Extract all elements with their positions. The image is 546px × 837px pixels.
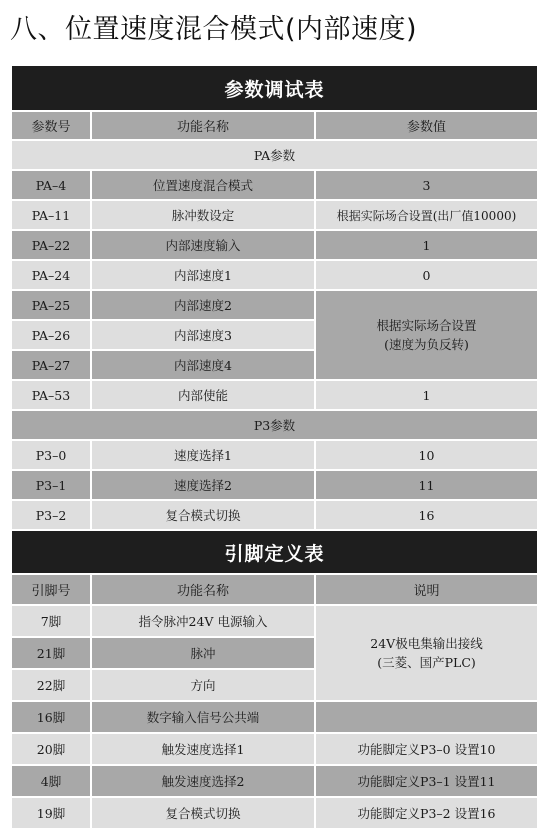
table-row [11, 733, 538, 765]
param-value: 3 [315, 170, 538, 200]
table-row [11, 260, 538, 290]
pin-function: 触发速度选择2 [91, 765, 315, 797]
table-row [11, 170, 538, 200]
param-value: 16 [315, 500, 538, 530]
param-name: 内部使能 [91, 380, 315, 410]
table-row [11, 701, 538, 733]
param-value: 10 [315, 440, 538, 470]
pin-merged-line2: (三菱、国产PLC) [377, 655, 476, 670]
pin-function: 数字输入信号公共端 [91, 701, 315, 733]
pin-no: 22脚 [11, 669, 91, 701]
params-table [10, 64, 539, 531]
pin-table [10, 529, 539, 830]
param-name: 内部速度1 [91, 260, 315, 290]
param-id: PA–24 [11, 260, 91, 290]
pin-function: 指令脉冲24V 电源输入 [91, 605, 315, 637]
param-value: 11 [315, 470, 538, 500]
table-row [11, 380, 538, 410]
pin-no: 7脚 [11, 605, 91, 637]
col-header-description: 说明 [315, 574, 538, 605]
param-name: 内部速度2 [91, 290, 315, 320]
pin-description: 功能脚定义P3–0 设置10 [315, 733, 538, 765]
param-name: 内部速度4 [91, 350, 315, 380]
pin-merged-line1: 24V极电集输出接线 [370, 636, 483, 651]
param-value: 1 [315, 380, 538, 410]
param-id: P3–2 [11, 500, 91, 530]
section-pa: PA参数 [11, 140, 538, 170]
pin-no: 21脚 [11, 637, 91, 669]
table-row [11, 290, 538, 320]
param-value: 1 [315, 230, 538, 260]
pin-description: 功能脚定义P3–1 设置11 [315, 765, 538, 797]
pin-function: 方向 [91, 669, 315, 701]
table-row [11, 765, 538, 797]
pin-function: 脉冲 [91, 637, 315, 669]
speed-merged-line1: 根据实际场合设置 [376, 318, 477, 333]
param-name: 速度选择2 [91, 470, 315, 500]
speed-merged-value [315, 290, 538, 380]
param-name: 速度选择1 [91, 440, 315, 470]
col-header-param-no: 参数号 [11, 111, 91, 140]
param-id: PA–53 [11, 380, 91, 410]
pin-no: 20脚 [11, 733, 91, 765]
pin-function: 触发速度选择1 [91, 733, 315, 765]
table-row [11, 200, 538, 230]
table-row [11, 605, 538, 637]
param-id: PA–25 [11, 290, 91, 320]
pin-merged-description [315, 605, 538, 701]
table-row [11, 500, 538, 530]
pin-no: 4脚 [11, 765, 91, 797]
param-value: 根据实际场合设置(出厂值10000) [315, 200, 538, 230]
param-id: PA–27 [11, 350, 91, 380]
param-id: PA–4 [11, 170, 91, 200]
table-row [11, 797, 538, 829]
param-name: 位置速度混合模式 [91, 170, 315, 200]
param-id: PA–22 [11, 230, 91, 260]
param-id: P3–1 [11, 470, 91, 500]
param-id: P3–0 [11, 440, 91, 470]
col-header-pin-no: 引脚号 [11, 574, 91, 605]
pin-description: 功能脚定义P3–2 设置16 [315, 797, 538, 829]
speed-merged-line2: (速度为负反转) [384, 337, 469, 352]
param-id: PA–26 [11, 320, 91, 350]
params-table-title: 参数调试表 [11, 65, 538, 111]
table-row [11, 440, 538, 470]
col-header-function: 功能名称 [91, 111, 315, 140]
table-row [11, 470, 538, 500]
param-name: 复合模式切换 [91, 500, 315, 530]
param-name: 内部速度输入 [91, 230, 315, 260]
section-p3: P3参数 [11, 410, 538, 440]
param-value: 0 [315, 260, 538, 290]
param-name: 脉冲数设定 [91, 200, 315, 230]
pin-description [315, 701, 538, 733]
pin-no: 19脚 [11, 797, 91, 829]
param-id: PA–11 [11, 200, 91, 230]
col-header-param-value: 参数值 [315, 111, 538, 140]
page-title: 八、位置速度混合模式(内部速度) [10, 14, 418, 45]
pin-no: 16脚 [11, 701, 91, 733]
pin-table-title: 引脚定义表 [11, 530, 538, 574]
pin-function: 复合模式切换 [91, 797, 315, 829]
table-row [11, 230, 538, 260]
col-header-function: 功能名称 [91, 574, 315, 605]
param-name: 内部速度3 [91, 320, 315, 350]
